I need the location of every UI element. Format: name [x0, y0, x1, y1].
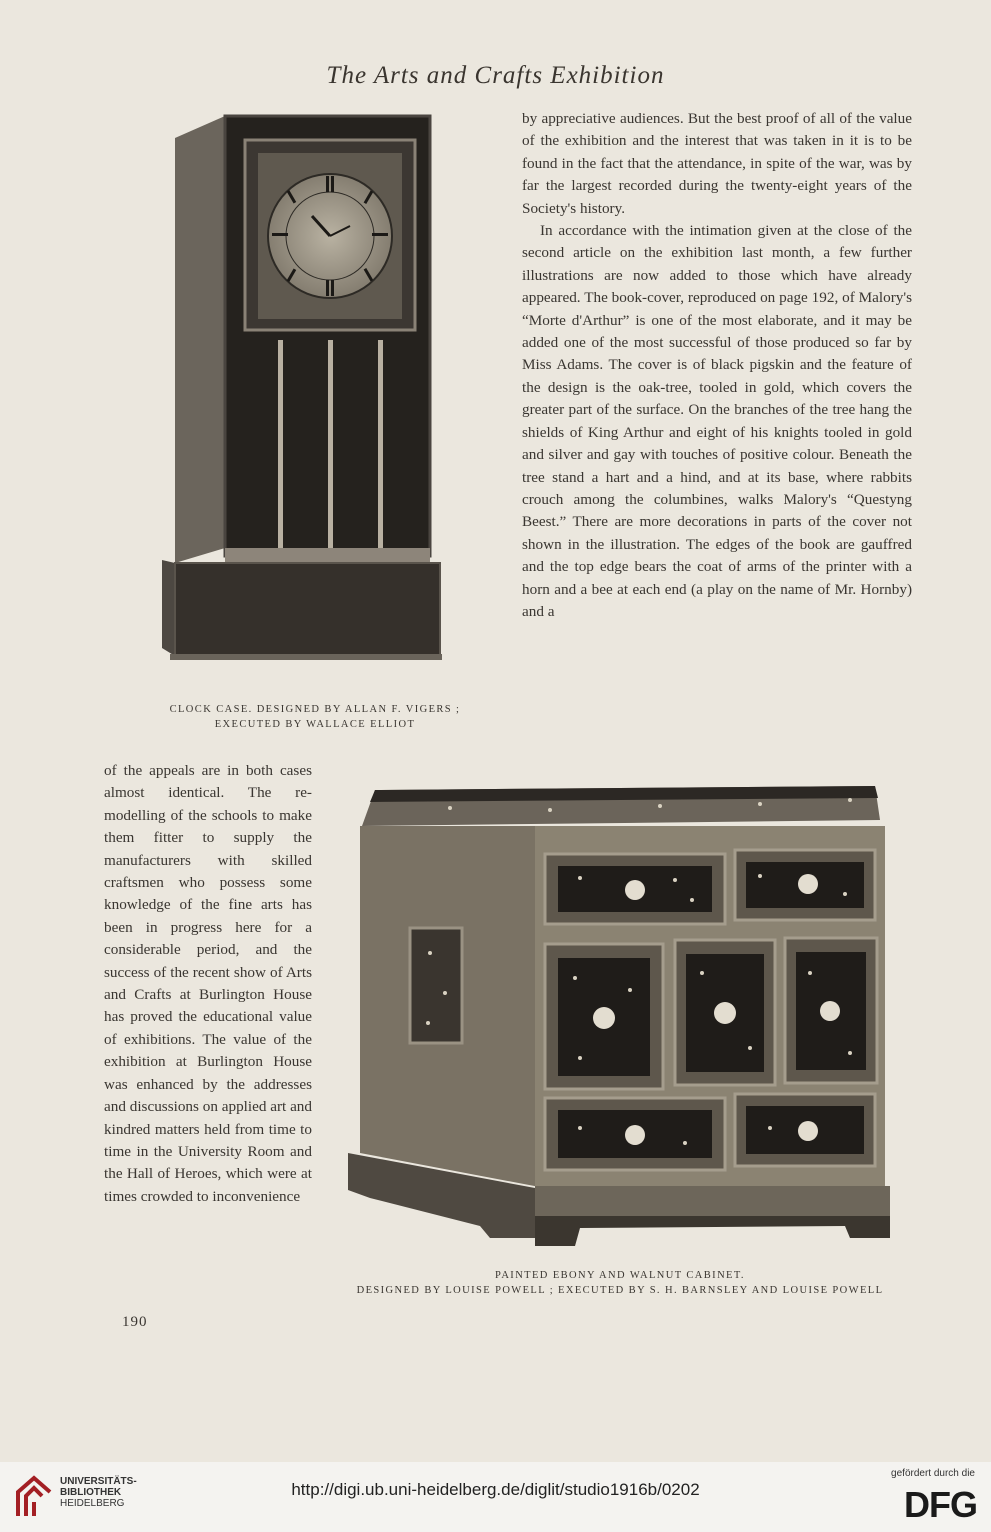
cabinet-caption [330, 1268, 910, 1298]
funder-tagline: gefördert durch die [891, 1468, 975, 1479]
left-text-column [104, 760, 312, 1208]
viewer-footer [0, 1462, 991, 1532]
source-url-link[interactable]: http://digi.ub.uni-heidelberg.de/diglit/studio1916b/0202 [291, 1480, 700, 1499]
clock-case-photo [150, 108, 460, 688]
library-line3: HEIDELBERG [60, 1498, 125, 1509]
page-number: 190 [122, 1314, 148, 1330]
cabinet-caption-line2: DESIGNED BY LOUISE POWELL ; EXECUTED BY S. H. BARNSLEY AND LOUISE POWELL [356, 1285, 884, 1296]
cabinet-caption-line1: PAINTED EBONY AND WALNUT CABINET. [495, 1270, 745, 1281]
clock-caption-line1: CLOCK CASE. DESIGNED BY ALLAN F. VIGERS ; [169, 704, 461, 715]
paragraph: In accordance with the intimation given at the close of the second article on the exhibition last month, a few further illustrations are now added to those which have already appeared. The book-cover, reproduced on page 192, of Malory's “Morte d'Arthur” is one of the most elaborate, and it may be added one of the most successful of those produced so far by Miss Adams. The cover is of black pigskin and the feature of the design is the oak-tree, tooled in gold, which covers the greater part of the surface. On the branches of the tree hang the shields of King Arthur and eight of his knights tooled in gold and silver and gay with touches of positive colour. Beneath the tree stand a hart and a hind, and at its base, where rabbits crouch among the columbines, walks Malory's “Questyng Beest.” There are more decorations in parts of the cover not shown in the illustration. The edges of the book are gauffred and the top edge bears the coat of arms of the printer with a horn and a bee at each end (a play on the name of Mr. Hornby) and a [522, 222, 912, 620]
dfg-logo[interactable]: DFG [904, 1484, 977, 1525]
library-line2: BIBLIOTHEK [60, 1487, 122, 1498]
paragraph: by appreciative audiences. But the best proof of all of the value of the exhibition and the interest that was taken in it is to be found in the fact that the attendance, in spite of the war, was by far the largest recorded during the twenty-eight years of the Society's history. [522, 110, 912, 217]
library-line1: UNIVERSITÄTS- [60, 1476, 137, 1487]
clock-caption [115, 702, 515, 732]
right-text-column [522, 108, 912, 623]
running-head: The Arts and Crafts Exhibition [326, 62, 665, 89]
clock-caption-line2: EXECUTED BY WALLACE ELLIOT [214, 719, 416, 730]
paragraph: of the appeals are in both cases almost identical. The re-modelling of the schools to make them fitter to supply the manufacturers with skilled craftsmen who possess some knowledge of the fine arts has been in progress here for a considerable period, and the success of the recent show of Arts and Crafts at Burlington House has proved the educational value of exhibitions. The value of the exhibition at Burlington House was enhanced by the addresses and discussions on applied art and kindred matters held from time to time in the University Room and the Hall of Heroes, which were at times crowded to inconvenience [104, 762, 312, 1205]
cabinet-photo [330, 768, 910, 1268]
